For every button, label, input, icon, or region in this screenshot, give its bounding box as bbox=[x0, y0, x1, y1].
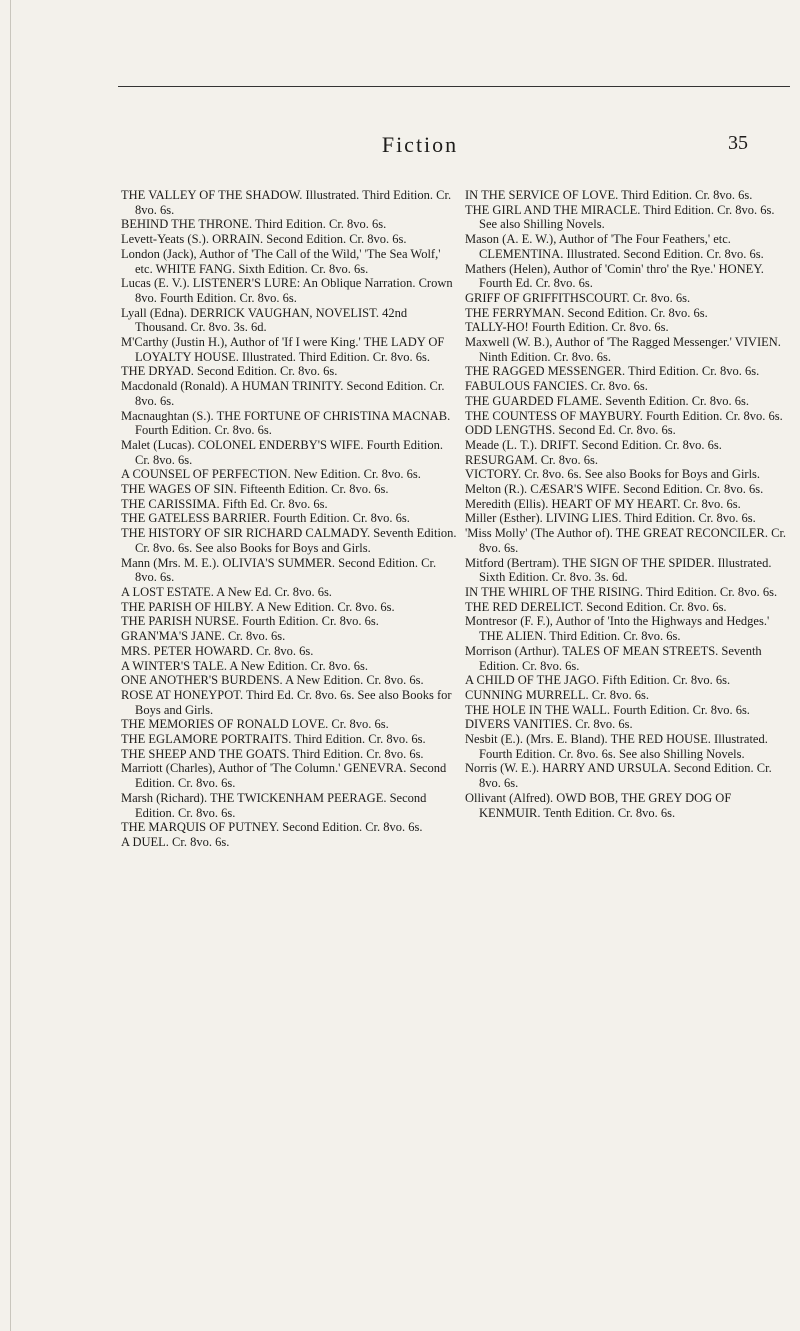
catalog-entry: Malet (Lucas). COLONEL ENDERBY'S WIFE. Fourth Edition. Cr. 8vo. 6s. bbox=[121, 437, 444, 467]
catalog-entry: Marsh (Richard). THE TWICKENHAM PEERAGE. Second Edition. Cr. 8vo. 6s. bbox=[121, 790, 427, 820]
catalog-entry: THE RAGGED MESSENGER. Third Edition. Cr. 8vo. 6s. bbox=[465, 364, 760, 379]
running-title: Fiction bbox=[381, 132, 459, 157]
catalog-entry: THE CARISSIMA. Fifth Ed. Cr. 8vo. 6s. bbox=[121, 496, 328, 511]
catalog-entry: A CHILD OF THE JAGO. Fifth Edition. Cr. 8vo. 6s. bbox=[465, 673, 731, 688]
catalog-entry: BEHIND THE THRONE. Third Edition. Cr. 8vo. 6s. bbox=[121, 217, 387, 232]
catalog-entry: A LOST ESTATE. A New Ed. Cr. 8vo. 6s. bbox=[121, 584, 332, 599]
catalog-entry: THE FERRYMAN. Second Edition. Cr. 8vo. 6s. bbox=[465, 305, 708, 320]
catalog-entry: Mann (Mrs. M. E.). OLIVIA'S SUMMER. Second Edition. Cr. 8vo. 6s. bbox=[121, 555, 437, 585]
catalog-entry: Levett-Yeats (S.). ORRAIN. Second Edition. Cr. 8vo. 6s. bbox=[121, 232, 407, 247]
catalog-entry: THE PARISH NURSE. Fourth Edition. Cr. 8vo. 6s. bbox=[121, 614, 379, 629]
right-column bbox=[465, 188, 795, 820]
catalog-entry: ODD LENGTHS. Second Ed. Cr. 8vo. 6s. bbox=[465, 423, 676, 438]
page-header bbox=[0, 132, 800, 164]
catalog-entry: ROSE AT HONEYPOT. Third Ed. Cr. 8vo. 6s. See also Books for Boys and Girls. bbox=[121, 687, 452, 717]
catalog-entry: Mathers (Helen), Author of 'Comin' thro' the Rye.' HONEY. Fourth Ed. Cr. 8vo. 6s. bbox=[465, 261, 764, 291]
catalog-entry: Meredith (Ellis). HEART OF MY HEART. Cr. 8vo. 6s. bbox=[465, 496, 741, 511]
catalog-entry: Ollivant (Alfred). OWD BOB, THE GREY DOG OF KENMUIR. Tenth Edition. Cr. 8vo. 6s. bbox=[465, 790, 732, 820]
catalog-entry: THE PARISH OF HILBY. A New Edition. Cr. 8vo. 6s. bbox=[121, 599, 395, 614]
catalog-entry: Marriott (Charles), Author of 'The Column.' GENEVRA. Second Edition. Cr. 8vo. 6s. bbox=[121, 761, 447, 791]
catalog-entry: THE WAGES OF SIN. Fifteenth Edition. Cr. 8vo. 6s. bbox=[121, 482, 389, 497]
catalog-entry: 'Miss Molly' (The Author of). THE GREAT RECONCILER. Cr. 8vo. 6s. bbox=[465, 526, 787, 555]
catalog-entry: Montresor (F. F.), Author of 'Into the Highways and Hedges.' THE ALIEN. Third Edition. Cr. 8vo. 6s. bbox=[465, 614, 770, 644]
catalog-entry: Morrison (Arthur). TALES OF MEAN STREETS. Seventh Edition. Cr. 8vo. 6s. bbox=[465, 643, 762, 673]
catalog-entry: Macdonald (Ronald). A HUMAN TRINITY. Second Edition. Cr. 8vo. 6s. bbox=[121, 379, 445, 408]
catalog-entry: IN THE SERVICE OF LOVE. Third Edition. Cr. 8vo. 6s. bbox=[465, 188, 753, 202]
catalog-entry: DIVERS VANITIES. Cr. 8vo. 6s. bbox=[465, 717, 633, 732]
catalog-entry: THE MARQUIS OF PUTNEY. Second Edition. Cr. 8vo. 6s. bbox=[121, 820, 423, 835]
catalog-entry: GRAN'MA'S JANE. Cr. 8vo. 6s. bbox=[121, 629, 286, 644]
catalog-entry: London (Jack), Author of 'The Call of the Wild,' 'The Sea Wolf,' etc. WHITE FANG. Sixth Edition. Cr. 8vo. 6s. bbox=[121, 246, 441, 276]
catalog-entry: ONE ANOTHER'S BURDENS. A New Edition. Cr. 8vo. 6s. bbox=[121, 673, 424, 688]
catalog-entry: FABULOUS FANCIES. Cr. 8vo. 6s. bbox=[465, 379, 648, 394]
top-rule bbox=[118, 86, 790, 87]
catalog-entry: Nesbit (E.). (Mrs. E. Bland). THE RED HOUSE. Illustrated. Fourth Edition. Cr. 8vo. 6s. See also Shilling Novels. bbox=[465, 732, 768, 761]
catalog-entry: THE VALLEY OF THE SHADOW. Illustrated. Third Edition. Cr. 8vo. 6s. bbox=[121, 188, 452, 217]
catalog-entry: THE SHEEP AND THE GOATS. Third Edition. Cr. 8vo. 6s. bbox=[121, 746, 424, 761]
catalog-entry: Lyall (Edna). DERRICK VAUGHAN, NOVELIST. 42nd Thousand. Cr. 8vo. 3s. 6d. bbox=[121, 305, 408, 335]
catalog-entry: Mason (A. E. W.), Author of 'The Four Feathers,' etc. CLEMENTINA. Illustrated. Second Edition. Cr. 8vo. 6s. bbox=[465, 232, 764, 261]
catalog-entry: RESURGAM. Cr. 8vo. 6s. bbox=[465, 452, 599, 467]
catalog-entry: Macnaughtan (S.). THE FORTUNE OF CHRISTINA MACNAB. Fourth Edition. Cr. 8vo. 6s. bbox=[121, 408, 451, 438]
left-column bbox=[121, 188, 461, 850]
catalog-entry: THE EGLAMORE PORTRAITS. Third Edition. Cr. 8vo. 6s. bbox=[121, 732, 426, 747]
catalog-entry: A WINTER'S TALE. A New Edition. Cr. 8vo. 6s. bbox=[121, 658, 368, 673]
catalog-entry: THE RED DERELICT. Second Edition. Cr. 8vo. 6s. bbox=[465, 599, 727, 614]
catalog-entry: THE GIRL AND THE MIRACLE. Third Edition. Cr. 8vo. 6s. See also Shilling Novels. bbox=[465, 202, 775, 232]
page-number: 35 bbox=[728, 132, 748, 154]
catalog-entry: THE COUNTESS OF MAYBURY. Fourth Edition. Cr. 8vo. 6s. bbox=[465, 408, 783, 423]
catalog-entry: THE DRYAD. Second Edition. Cr. 8vo. 6s. bbox=[121, 364, 338, 379]
catalog-entry: THE GUARDED FLAME. Seventh Edition. Cr. 8vo. 6s. bbox=[465, 393, 750, 408]
catalog-entry: Norris (W. E.). HARRY AND URSULA. Second Edition. Cr. 8vo. 6s. bbox=[465, 761, 772, 791]
catalog-entry: Maxwell (W. B.), Author of 'The Ragged Messenger.' VIVIEN. Ninth Edition. Cr. 8vo. 6s. bbox=[465, 335, 781, 364]
catalog-entry: VICTORY. Cr. 8vo. 6s. See also Books for Boys and Girls. bbox=[465, 467, 761, 482]
catalog-entry: Lucas (E. V.). LISTENER'S LURE: An Oblique Narration. Crown 8vo. Fourth Edition. Cr. 8vo. 6s. bbox=[121, 276, 453, 305]
catalog-entry: Melton (R.). CÆSAR'S WIFE. Second Edition. Cr. 8vo. 6s. bbox=[465, 482, 764, 497]
catalog-entry: M'Carthy (Justin H.), Author of 'If I were King.' THE LADY OF LOYALTY HOUSE. Illustrated. Third Edition. Cr. 8vo. 6s. bbox=[121, 335, 445, 364]
catalog-entry: TALLY-HO! Fourth Edition. Cr. 8vo. 6s. bbox=[465, 320, 669, 335]
page-edge-shadow bbox=[10, 0, 11, 1331]
catalog-entry: Meade (L. T.). DRIFT. Second Edition. Cr. 8vo. 6s. bbox=[465, 437, 722, 452]
catalog-entry: THE MEMORIES OF RONALD LOVE. Cr. 8vo. 6s. bbox=[121, 717, 389, 732]
catalog-entry: THE HISTORY OF SIR RICHARD CALMADY. Seventh Edition. Cr. 8vo. 6s. See also Books for Boys and Girls. bbox=[121, 526, 457, 555]
catalog-entry: A DUEL. Cr. 8vo. 6s. bbox=[121, 834, 230, 849]
catalog-entry: THE HOLE IN THE WALL. Fourth Edition. Cr. 8vo. 6s. bbox=[465, 702, 750, 717]
catalog-entry: MRS. PETER HOWARD. Cr. 8vo. 6s. bbox=[121, 643, 314, 658]
catalog-entry: Mitford (Bertram). THE SIGN OF THE SPIDER. Illustrated. Sixth Edition. Cr. 8vo. 3s. 6d. bbox=[465, 555, 772, 585]
catalog-entry: Miller (Esther). LIVING LIES. Third Edition. Cr. 8vo. 6s. bbox=[465, 511, 756, 526]
catalog-entry: CUNNING MURRELL. Cr. 8vo. 6s. bbox=[465, 687, 650, 702]
catalog-entry: THE GATELESS BARRIER. Fourth Edition. Cr. 8vo. 6s. bbox=[121, 511, 410, 526]
catalog-entry: GRIFF OF GRIFFITHSCOURT. Cr. 8vo. 6s. bbox=[465, 290, 691, 305]
catalog-entry: IN THE WHIRL OF THE RISING. Third Edition. Cr. 8vo. 6s. bbox=[465, 584, 778, 599]
catalog-entry: A COUNSEL OF PERFECTION. New Edition. Cr. 8vo. 6s. bbox=[121, 467, 421, 482]
